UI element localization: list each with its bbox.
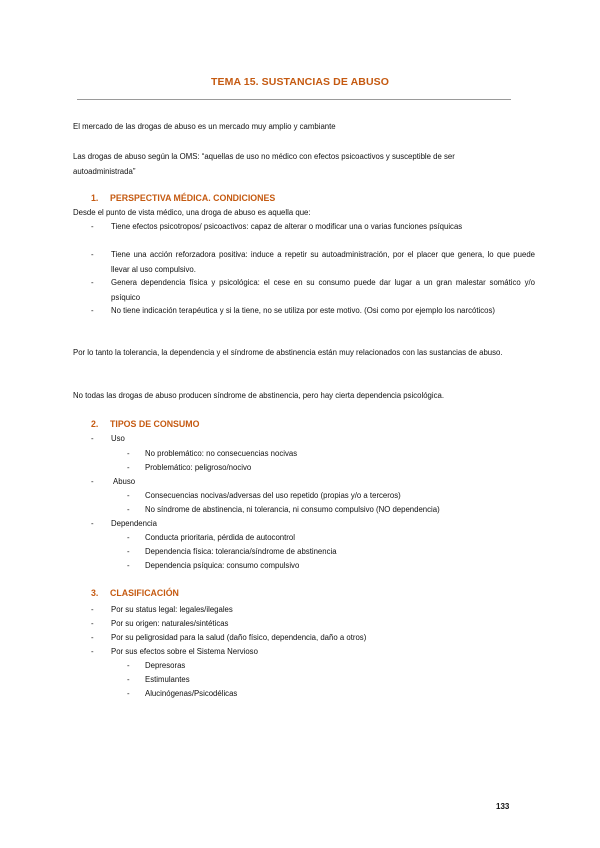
bullet-dash: - <box>91 306 94 315</box>
sub-list-item <box>127 658 185 673</box>
paragraph-abstinencia: No todas las drogas de abuso producen síndrome de abstinencia, pero hay cierta dependencia psicológica. <box>73 391 445 400</box>
sub-list-item <box>127 558 299 573</box>
list-item <box>91 247 535 277</box>
section-number: 1. <box>91 193 99 203</box>
sub-list-item-text: No síndrome de abstinencia, ni tolerancia, ni consumo compulsivo (NO dependencia) <box>145 505 440 514</box>
sub-list-item-text: Conducta prioritaria, pérdida de autocontrol <box>145 533 295 542</box>
bullet-dash: - <box>127 449 130 458</box>
bullet-dash: - <box>127 547 130 556</box>
list-item <box>91 275 535 305</box>
section-2-heading <box>91 419 199 429</box>
sub-list-item <box>127 686 237 701</box>
list-item-text: Por su peligrosidad para la salud (daño físico, dependencia, daño a otros) <box>111 633 367 642</box>
section-title: TIPOS DE CONSUMO <box>110 419 200 429</box>
bullet-dash: - <box>127 533 130 542</box>
bullet-dash: - <box>127 689 130 698</box>
sub-list-item-text: No problemático: no consecuencias nocivas <box>145 449 298 458</box>
list-item-text: Por sus efectos sobre el Sistema Nervioso <box>111 647 258 656</box>
title-divider <box>77 99 511 100</box>
section-3-heading <box>91 588 179 598</box>
sub-list-item <box>127 544 337 559</box>
bullet-dash: - <box>91 519 94 528</box>
section-1-lead: Desde el punto de vista médico, una droga de abuso es aquella que: <box>73 208 311 217</box>
list-item <box>91 602 233 617</box>
intro-paragraph-2: Las drogas de abuso según la OMS: “aquellas de uso no médico con efectos psicoactivos y susceptible de ser autoadministrada” <box>73 152 455 176</box>
list-item-text: Tiene efectos psicotropos/ psicoactivos: capaz de alterar o modificar una o varias funciones psíquicas <box>111 222 463 231</box>
group-label-dependencia: Dependencia <box>111 519 157 528</box>
section-number: 2. <box>91 419 99 429</box>
list-item <box>91 431 125 446</box>
bullet-dash: - <box>127 661 130 670</box>
list-item <box>91 644 258 659</box>
sub-list-item-text: Consecuencias nocivas/adversas del uso repetido (propias y/o a terceros) <box>145 491 401 500</box>
section-number: 3. <box>91 588 99 598</box>
list-item <box>91 616 228 631</box>
bullet-dash: - <box>127 675 130 684</box>
bullet-dash: - <box>91 278 94 287</box>
sub-list-item-text: Dependencia psíquica: consumo compulsivo <box>145 561 300 570</box>
sub-list-item <box>127 530 295 545</box>
list-item <box>91 474 135 489</box>
sub-list-item-text: Estimulantes <box>145 675 190 684</box>
bullet-dash: - <box>91 647 94 656</box>
sub-list-item-text: Problemático: peligroso/nocivo <box>145 463 252 472</box>
list-item-text: Genera dependencia física y psicológica: el cese en su consumo puede dar lugar a un gran malestar somático y/o psíquico <box>111 278 535 302</box>
bullet-dash: - <box>127 505 130 514</box>
sub-list-item <box>127 672 190 687</box>
list-item <box>91 219 535 234</box>
sub-list-item-text: Depresoras <box>145 661 186 670</box>
list-item-text: No tiene indicación terapéutica y si la tiene, no se utiliza por este motivo. (Osi como por ejemplo los narcóticos) <box>111 306 495 315</box>
bullet-dash: - <box>127 463 130 472</box>
list-item <box>91 516 157 531</box>
section-title: CLASIFICACIÓN <box>110 588 179 598</box>
bullet-dash: - <box>91 250 94 259</box>
paragraph-tolerancia: Por lo tanto la tolerancia, la dependencia y el síndrome de abstinencia están muy relacionados con las sustancias de abuso. <box>73 348 503 357</box>
list-item-text: Por su status legal: legales/ilegales <box>111 605 233 614</box>
bullet-dash: - <box>91 434 94 443</box>
bullet-dash: - <box>127 561 130 570</box>
sub-list-item <box>127 488 401 503</box>
sub-list-item <box>127 446 297 461</box>
group-label-uso: Uso <box>111 434 125 443</box>
list-item <box>91 630 366 645</box>
section-title: PERSPECTIVA MÉDICA. CONDICIONES <box>110 193 276 203</box>
section-1-heading <box>91 193 275 203</box>
bullet-dash: - <box>91 605 94 614</box>
intro-paragraph-1: El mercado de las drogas de abuso es un mercado muy amplio y cambiante <box>73 122 336 131</box>
page-title: TEMA 15. SUSTANCIAS DE ABUSO <box>210 76 389 88</box>
sub-list-item-text: Alucinógenas/Psicodélicas <box>145 689 238 698</box>
list-item-text: Por su origen: naturales/sintéticas <box>111 619 229 628</box>
bullet-dash: - <box>127 491 130 500</box>
sub-list-item-text: Dependencia física: tolerancia/síndrome de abstinencia <box>145 547 337 556</box>
bullet-dash: - <box>91 619 94 628</box>
list-item <box>91 303 535 318</box>
page-number: 133 <box>496 802 510 811</box>
sub-list-item <box>127 502 440 517</box>
bullet-dash: - <box>91 633 94 642</box>
list-item-text: Tiene una acción reforzadora positiva: induce a repetir su autoadministración, por el placer que genera, lo que puede llevar al uso compulsivo. <box>111 250 535 274</box>
group-label-abuso: Abuso <box>113 477 136 486</box>
bullet-dash: - <box>91 477 94 486</box>
bullet-dash: - <box>91 222 94 231</box>
sub-list-item <box>127 460 251 475</box>
